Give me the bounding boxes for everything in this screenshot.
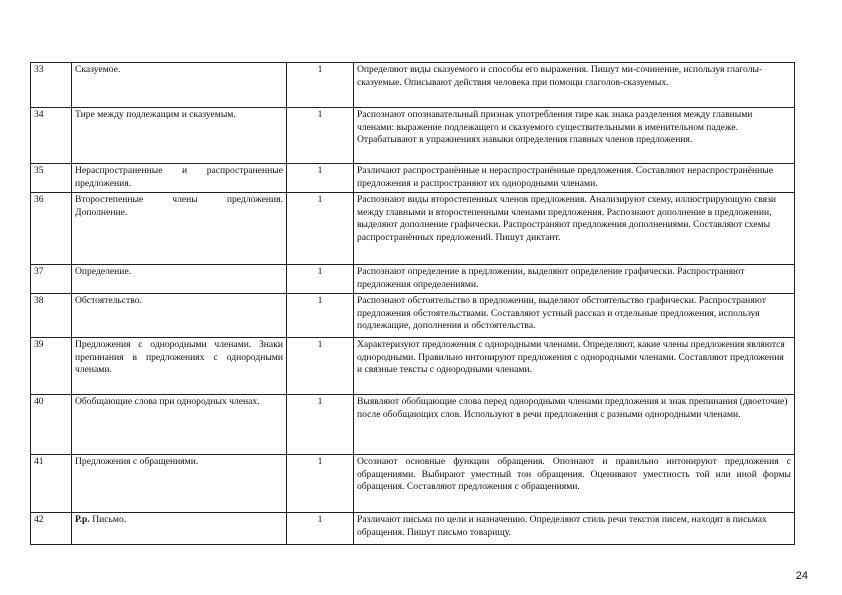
activity-description: Распознают опознавательный признак употребления тире как знака разделения между главными членами: выражение подлежащего и сказуемого существительными в именительном падеже. Отрабатывают в упражнениях навыки определения главных членов предложения. [354, 108, 795, 164]
lesson-number: 42 [31, 513, 72, 545]
lesson-topic: Обстоятельство. [72, 294, 287, 338]
lesson-hours: 1 [287, 338, 354, 395]
lesson-topic: Предложения с обращениями. [72, 455, 287, 513]
table-row [31, 164, 795, 193]
activity-description: Определяют виды сказуемого и способы его выражения. Пишут ми-сочинение, используя глаголы-сказуемые. Описывают действия человека при помощи глаголов-сказуемых. [354, 63, 795, 108]
activity-description: Выявляют обобщающие слова перед однородными членами предложения и знак препинания (двоеточие) после обобщающих слов. Используют в речи предложения с разными однородными членами. [354, 395, 795, 455]
lesson-number: 37 [31, 265, 72, 294]
lesson-topic: Сказуемое. [72, 63, 287, 108]
lesson-hours: 1 [287, 294, 354, 338]
thematic-plan-table [30, 62, 795, 545]
activity-description: Распознают определение в предложении, выделяют определение графически. Распространяют предложения определениями. [354, 265, 795, 294]
table-row [31, 63, 795, 108]
lesson-number: 40 [31, 395, 72, 455]
lesson-hours: 1 [287, 63, 354, 108]
lesson-topic: Тире между подлежащим и сказуемым. [72, 108, 287, 164]
lesson-hours: 1 [287, 164, 354, 193]
lesson-number: 34 [31, 108, 72, 164]
table-row [31, 108, 795, 164]
activity-description: Распознают обстоятельство в предложении, выделяют обстоятельство графически. Распространяют предложения обстоятельствами. Составляют устный рассказ и отдельные предложения, используя подлежащие, дополнения и обстоятельства. [354, 294, 795, 338]
lesson-hours: 1 [287, 395, 354, 455]
table-row [31, 193, 795, 265]
table-row [31, 455, 795, 513]
lesson-hours: 1 [287, 455, 354, 513]
activity-description: Характеризуют предложения с однородными членами. Определяют, какие члены предложения являются однородными. Правильно интонируют предложения с однородными членами. Составляют предложения и связные тексты с однородными членами. [354, 338, 795, 395]
lesson-number: 39 [31, 338, 72, 395]
lesson-number: 35 [31, 164, 72, 193]
page-number: 24 [795, 570, 808, 582]
activity-description: Распознают виды второстепенных членов предложения. Анализируют схему, иллюстрирующую связи между главными и второстепенными членами предложения. Распознают дополнение в предложении, выделяют дополнение графически. Распространяют предложения дополнениями. Составляют схемы распространённых предложений. Пишут диктант. [354, 193, 795, 265]
table-row [31, 513, 795, 545]
lesson-hours: 1 [287, 513, 354, 545]
lesson-number: 38 [31, 294, 72, 338]
lesson-hours: 1 [287, 193, 354, 265]
activity-description: Различают письма по цели и назначению. Определяют стиль речи текстов писем, находят в письмах обращения. Пишут письмо товарищу. [354, 513, 795, 545]
lesson-topic: Определение. [72, 265, 287, 294]
activity-description: Различают распространённые и нераспространённые предложения. Составляют нераспространённые предложения и распространяют их однородными членами. [354, 164, 795, 193]
lesson-hours: 1 [287, 265, 354, 294]
lesson-topic-cell [72, 513, 287, 545]
activity-description: Осознают основные функции обращения. Опознают и правильно интонируют предложения с обращениями. Выбирают уместный тон обращения. Оценивают уместность той или иной формы обращения. Составляют предложения с обращениями. [354, 455, 795, 513]
lesson-topic: Нераспространенные и распространенные предложения. [72, 164, 287, 193]
lesson-number: 41 [31, 455, 72, 513]
table-row [31, 338, 795, 395]
lesson-topic: Второстепенные члены предложения. Дополнение. [72, 193, 287, 265]
lesson-topic: Обобщающие слова при однородных членах. [72, 395, 287, 455]
speech-development-prefix: Р.р. [75, 514, 90, 525]
table-row [31, 395, 795, 455]
table-row [31, 294, 795, 338]
lesson-topic: Предложения с однородными членами. Знаки препинания в предложениях с однородными членами. [72, 338, 287, 395]
lesson-hours: 1 [287, 108, 354, 164]
lesson-number: 36 [31, 193, 72, 265]
lesson-topic: Письмо. [92, 514, 127, 525]
lesson-number: 33 [31, 63, 72, 108]
table-row [31, 265, 795, 294]
